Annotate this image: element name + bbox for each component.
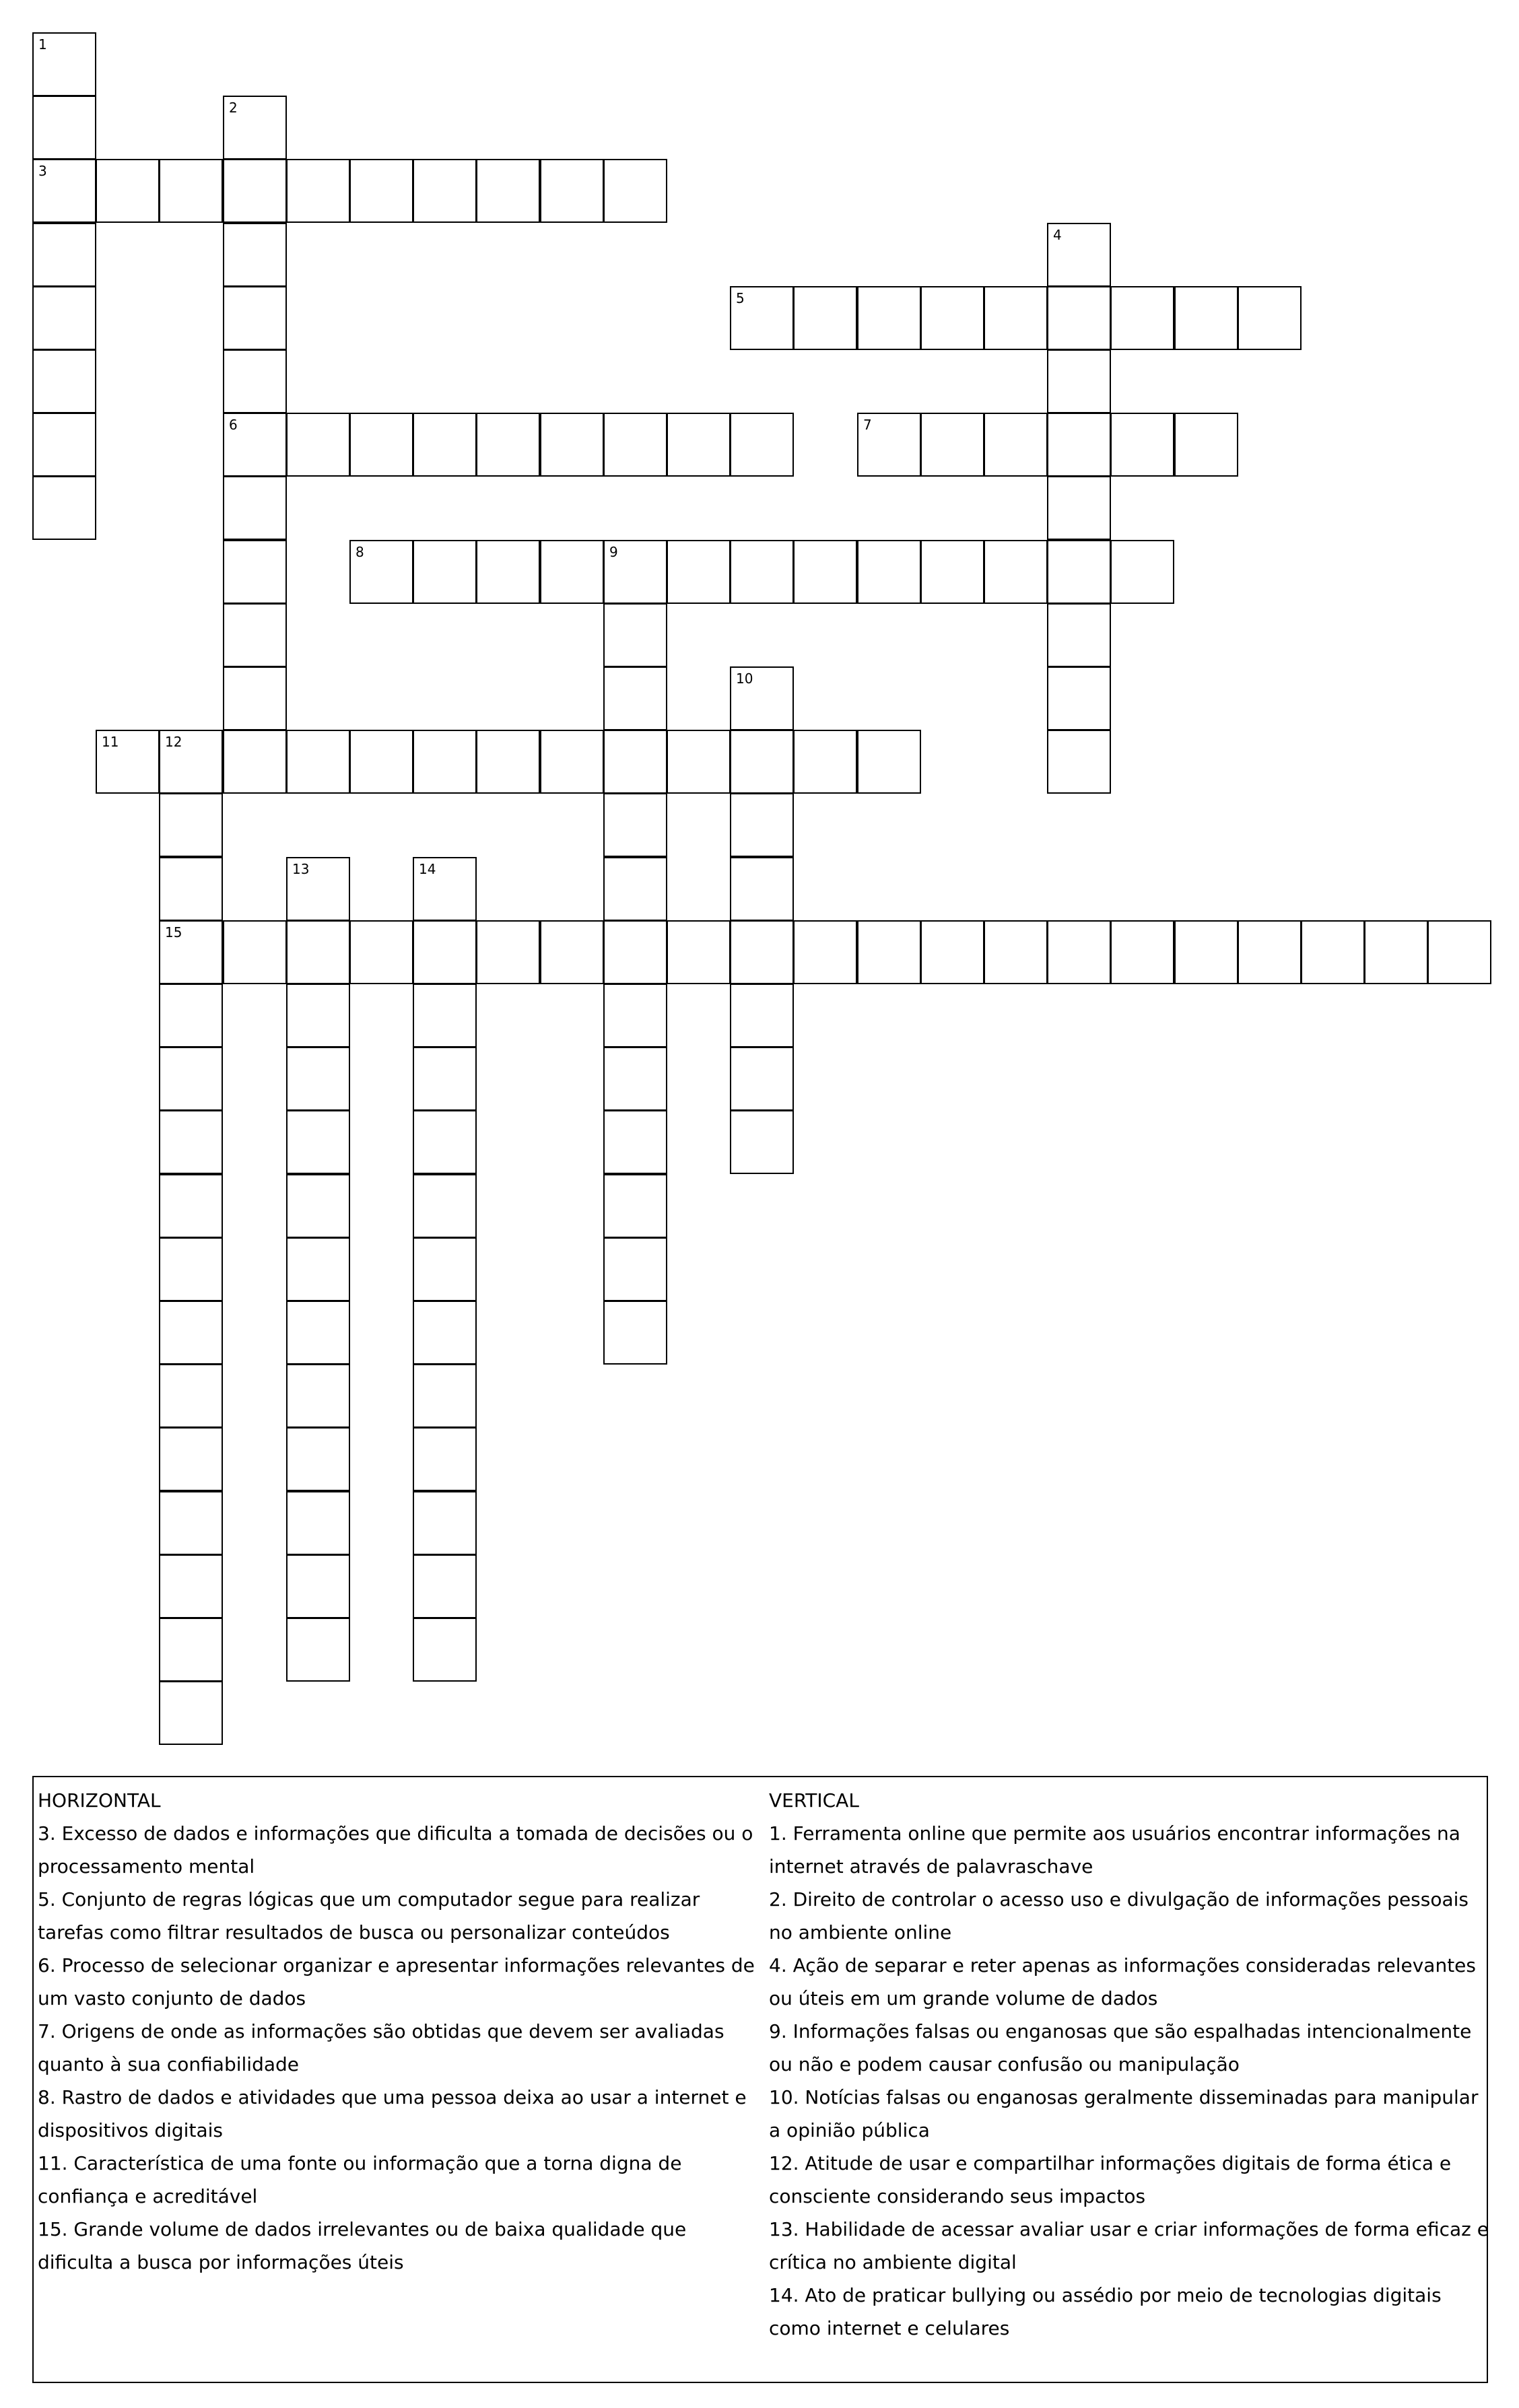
grid-cell[interactable]	[223, 223, 287, 287]
grid-cell[interactable]	[32, 286, 96, 350]
grid-cell[interactable]	[159, 793, 223, 857]
grid-cell[interactable]	[413, 1047, 477, 1111]
grid-cell[interactable]	[223, 476, 287, 540]
clue-number: 1	[38, 36, 47, 53]
grid-cell[interactable]	[603, 730, 667, 794]
grid-cell[interactable]	[730, 1110, 794, 1174]
grid-cell[interactable]	[920, 540, 984, 604]
clue-down-13: 13. Habilidade de acessar avaliar usar e criar informações de forma eficaz e crítica no ambiente digital	[769, 2218, 1489, 2273]
grid-cell[interactable]	[730, 920, 794, 984]
grid-cell[interactable]	[32, 349, 96, 413]
grid-cell[interactable]	[223, 159, 287, 223]
clue-down-14: 14. Ato de praticar bullying ou assédio por meio de tecnologias digitais como internet e celulares	[769, 2284, 1442, 2339]
grid-cell[interactable]	[1047, 476, 1111, 540]
grid-cell[interactable]	[286, 920, 350, 984]
grid-cell[interactable]	[413, 1237, 477, 1301]
clues-panel	[32, 1776, 1488, 2383]
grid-cell[interactable]	[413, 730, 477, 794]
grid-cell[interactable]	[32, 159, 96, 223]
grid-cell[interactable]	[349, 540, 413, 604]
clue-down-1: 1. Ferramenta online que permite aos usuários encontrar informações na internet através de palavraschave	[769, 1822, 1460, 1878]
grid-cell[interactable]	[603, 666, 667, 730]
grid-cell[interactable]	[540, 730, 604, 794]
grid-cell[interactable]	[540, 920, 604, 984]
grid-cell[interactable]	[476, 730, 540, 794]
clue-across-11: 11. Característica de uma fonte ou informação que a torna digna de confiança e acreditável	[38, 2152, 682, 2207]
grid-cell[interactable]	[603, 1301, 667, 1365]
grid-cell[interactable]	[159, 920, 223, 984]
grid-cell[interactable]	[413, 1110, 477, 1174]
grid-cell[interactable]	[476, 920, 540, 984]
grid-cell[interactable]	[413, 857, 477, 921]
grid-cell[interactable]	[32, 32, 96, 96]
grid-cell[interactable]	[286, 1237, 350, 1301]
grid-cell[interactable]	[413, 1301, 477, 1365]
grid-cell[interactable]	[286, 857, 350, 921]
grid-cell[interactable]	[857, 286, 921, 350]
clue-across-5: 5. Conjunto de regras lógicas que um computador segue para realizar tarefas como filtrar resultados de busca ou personalizar conteúdos	[38, 1888, 700, 1943]
grid-cell[interactable]	[667, 920, 731, 984]
grid-cell[interactable]	[286, 1174, 350, 1238]
grid-cell[interactable]	[540, 413, 604, 477]
grid-cell[interactable]	[730, 666, 794, 730]
grid-cell[interactable]	[413, 1491, 477, 1555]
grid-cell[interactable]	[984, 920, 1048, 984]
grid-cell[interactable]	[413, 1618, 477, 1682]
grid-cell[interactable]	[413, 1174, 477, 1238]
grid-cell[interactable]	[730, 984, 794, 1047]
grid-cell[interactable]	[1110, 413, 1174, 477]
clue-down-2: 2. Direito de controlar o acesso uso e divulgação de informações pessoais no ambiente online	[769, 1888, 1469, 1943]
grid-cell[interactable]	[1110, 286, 1174, 350]
grid-cell[interactable]	[730, 286, 794, 350]
grid-cell[interactable]	[413, 540, 477, 604]
clue-number: 8	[356, 544, 364, 560]
grid-cell[interactable]	[603, 920, 667, 984]
grid-cell[interactable]	[349, 159, 413, 223]
grid-cell[interactable]	[159, 857, 223, 921]
grid-cell[interactable]	[223, 96, 287, 160]
grid-cell[interactable]	[223, 349, 287, 413]
grid-cell[interactable]	[159, 1427, 223, 1491]
grid-cell[interactable]	[223, 920, 287, 984]
grid-cell[interactable]	[413, 413, 477, 477]
clue-number: 15	[165, 924, 182, 940]
clue-across-3: 3. Excesso de dados e informações que dificulta a tomada de decisões ou o processamento mental	[38, 1822, 753, 1878]
grid-cell[interactable]	[1110, 920, 1174, 984]
grid-cell[interactable]	[223, 413, 287, 477]
grid-cell[interactable]	[159, 984, 223, 1047]
grid-cell[interactable]	[286, 1618, 350, 1682]
grid-cell[interactable]	[793, 730, 857, 794]
grid-cell[interactable]	[667, 540, 731, 604]
grid-cell[interactable]	[1047, 920, 1111, 984]
grid-cell[interactable]	[159, 1554, 223, 1618]
grid-cell[interactable]	[920, 920, 984, 984]
grid-cell[interactable]	[223, 603, 287, 667]
grid-cell[interactable]	[730, 730, 794, 794]
grid-cell[interactable]	[159, 730, 223, 794]
grid-cell[interactable]	[540, 159, 604, 223]
grid-cell[interactable]	[159, 159, 223, 223]
grid-cell[interactable]	[1047, 540, 1111, 604]
grid-cell[interactable]	[730, 540, 794, 604]
grid-cell[interactable]	[349, 730, 413, 794]
grid-cell[interactable]	[286, 984, 350, 1047]
grid-cell[interactable]	[286, 730, 350, 794]
grid-cell[interactable]	[286, 1301, 350, 1365]
clue-down-10: 10. Notícias falsas ou enganosas geralmente disseminadas para manipular a opinião pública	[769, 2086, 1479, 2141]
grid-cell[interactable]	[857, 920, 921, 984]
grid-cell[interactable]	[349, 920, 413, 984]
grid-cell[interactable]	[476, 159, 540, 223]
grid-cell[interactable]	[667, 413, 731, 477]
grid-cell[interactable]	[984, 540, 1048, 604]
grid-cell[interactable]	[1238, 286, 1302, 350]
grid-cell[interactable]	[1047, 730, 1111, 794]
grid-cell[interactable]	[857, 730, 921, 794]
grid-cell[interactable]	[1047, 666, 1111, 730]
grid-cell[interactable]	[603, 1174, 667, 1238]
grid-cell[interactable]	[603, 1047, 667, 1111]
grid-cell[interactable]	[1047, 223, 1111, 287]
grid-cell[interactable]	[159, 1681, 223, 1745]
across-clues	[38, 1784, 758, 2279]
clue-across-6: 6. Processo de selecionar organizar e apresentar informações relevantes de um vasto conjunto de dados	[38, 1954, 755, 2009]
grid-cell[interactable]	[540, 540, 604, 604]
clue-across-15: 15. Grande volume de dados irrelevantes ou de baixa qualidade que dificulta a busca por informações úteis	[38, 2218, 687, 2273]
grid-cell[interactable]	[603, 603, 667, 667]
grid-cell[interactable]	[286, 159, 350, 223]
grid-cell[interactable]	[159, 1301, 223, 1365]
grid-cell[interactable]	[159, 1237, 223, 1301]
grid-cell[interactable]	[730, 413, 794, 477]
grid-cell[interactable]	[1047, 286, 1111, 350]
grid-cell[interactable]	[223, 666, 287, 730]
grid-cell[interactable]	[730, 857, 794, 921]
grid-cell[interactable]	[32, 96, 96, 160]
grid-cell[interactable]	[603, 1110, 667, 1174]
grid-cell[interactable]	[159, 1618, 223, 1682]
grid-cell[interactable]	[223, 540, 287, 604]
grid-cell[interactable]	[286, 1364, 350, 1428]
grid-cell[interactable]	[413, 984, 477, 1047]
clue-number: 13	[292, 861, 310, 877]
grid-cell[interactable]	[413, 1364, 477, 1428]
grid-cell[interactable]	[32, 413, 96, 477]
grid-cell[interactable]	[159, 1110, 223, 1174]
grid-cell[interactable]	[1110, 540, 1174, 604]
grid-cell[interactable]	[476, 540, 540, 604]
grid-cell[interactable]	[286, 1554, 350, 1618]
grid-cell[interactable]	[1301, 920, 1365, 984]
grid-cell[interactable]	[857, 413, 921, 477]
grid-cell[interactable]	[32, 476, 96, 540]
grid-cell[interactable]	[476, 413, 540, 477]
grid-cell[interactable]	[1364, 920, 1428, 984]
grid-cell[interactable]	[413, 159, 477, 223]
grid-cell[interactable]	[413, 1554, 477, 1618]
grid-cell[interactable]	[286, 1427, 350, 1491]
grid-cell[interactable]	[1047, 413, 1111, 477]
clue-number: 9	[609, 544, 618, 560]
grid-cell[interactable]	[603, 540, 667, 604]
grid-cell[interactable]	[349, 413, 413, 477]
grid-cell[interactable]	[223, 286, 287, 350]
grid-cell[interactable]	[730, 1047, 794, 1111]
grid-cell[interactable]	[159, 1364, 223, 1428]
grid-cell[interactable]	[413, 920, 477, 984]
clue-number: 12	[165, 734, 182, 750]
grid-cell[interactable]	[603, 857, 667, 921]
clue-number: 4	[1053, 227, 1062, 243]
grid-cell[interactable]	[1174, 920, 1238, 984]
grid-cell[interactable]	[286, 1047, 350, 1111]
across-heading: HORIZONTAL	[38, 1789, 161, 1812]
clue-number: 6	[229, 417, 238, 433]
grid-cell[interactable]	[793, 286, 857, 350]
clue-across-7: 7. Origens de onde as informações são obtidas que devem ser avaliadas quanto à sua confiabilidade	[38, 2020, 724, 2075]
grid-cell[interactable]	[96, 159, 160, 223]
clue-down-12: 12. Atitude de usar e compartilhar informações digitais de forma ética e consciente considerando seus impactos	[769, 2152, 1452, 2207]
grid-cell[interactable]	[159, 1047, 223, 1111]
grid-cell[interactable]	[1047, 603, 1111, 667]
grid-cell[interactable]	[413, 1427, 477, 1491]
grid-cell[interactable]	[159, 1174, 223, 1238]
clue-number: 10	[736, 670, 753, 687]
down-clues	[769, 1784, 1489, 2345]
grid-cell[interactable]	[286, 1491, 350, 1555]
grid-cell[interactable]	[667, 730, 731, 794]
grid-cell[interactable]	[984, 286, 1048, 350]
grid-cell[interactable]	[920, 286, 984, 350]
grid-cell[interactable]	[32, 223, 96, 287]
grid-cell[interactable]	[603, 159, 667, 223]
grid-cell[interactable]	[793, 540, 857, 604]
grid-cell[interactable]	[984, 413, 1048, 477]
grid-cell[interactable]	[920, 413, 984, 477]
grid-cell[interactable]	[286, 413, 350, 477]
grid-cell[interactable]	[96, 730, 160, 794]
grid-cell[interactable]	[286, 1110, 350, 1174]
grid-cell[interactable]	[1047, 349, 1111, 413]
grid-cell[interactable]	[857, 540, 921, 604]
clue-down-4: 4. Ação de separar e reter apenas as informações consideradas relevantes ou úteis em um grande volume de dados	[769, 1954, 1476, 2009]
clue-number: 5	[736, 290, 745, 306]
grid-cell[interactable]	[603, 413, 667, 477]
grid-cell[interactable]	[603, 1237, 667, 1301]
clue-number: 2	[229, 100, 238, 116]
down-heading: VERTICAL	[769, 1789, 859, 1812]
grid-cell[interactable]	[603, 793, 667, 857]
grid-cell[interactable]	[223, 730, 287, 794]
grid-cell[interactable]	[730, 793, 794, 857]
grid-cell[interactable]	[1238, 920, 1302, 984]
clue-number: 14	[419, 861, 436, 877]
grid-cell[interactable]	[159, 1491, 223, 1555]
grid-cell[interactable]	[1174, 286, 1238, 350]
clue-down-9: 9. Informações falsas ou enganosas que são espalhadas intencionalmente ou não e podem causar confusão ou manipulação	[769, 2020, 1472, 2075]
grid-cell[interactable]	[1174, 413, 1238, 477]
clue-number: 3	[38, 163, 47, 179]
grid-cell[interactable]	[793, 920, 857, 984]
grid-cell[interactable]	[1427, 920, 1491, 984]
clue-across-8: 8. Rastro de dados e atividades que uma pessoa deixa ao usar a internet e dispositivos digitais	[38, 2086, 747, 2141]
clue-number: 11	[102, 734, 119, 750]
clue-number: 7	[863, 417, 872, 433]
grid-cell[interactable]	[603, 984, 667, 1047]
